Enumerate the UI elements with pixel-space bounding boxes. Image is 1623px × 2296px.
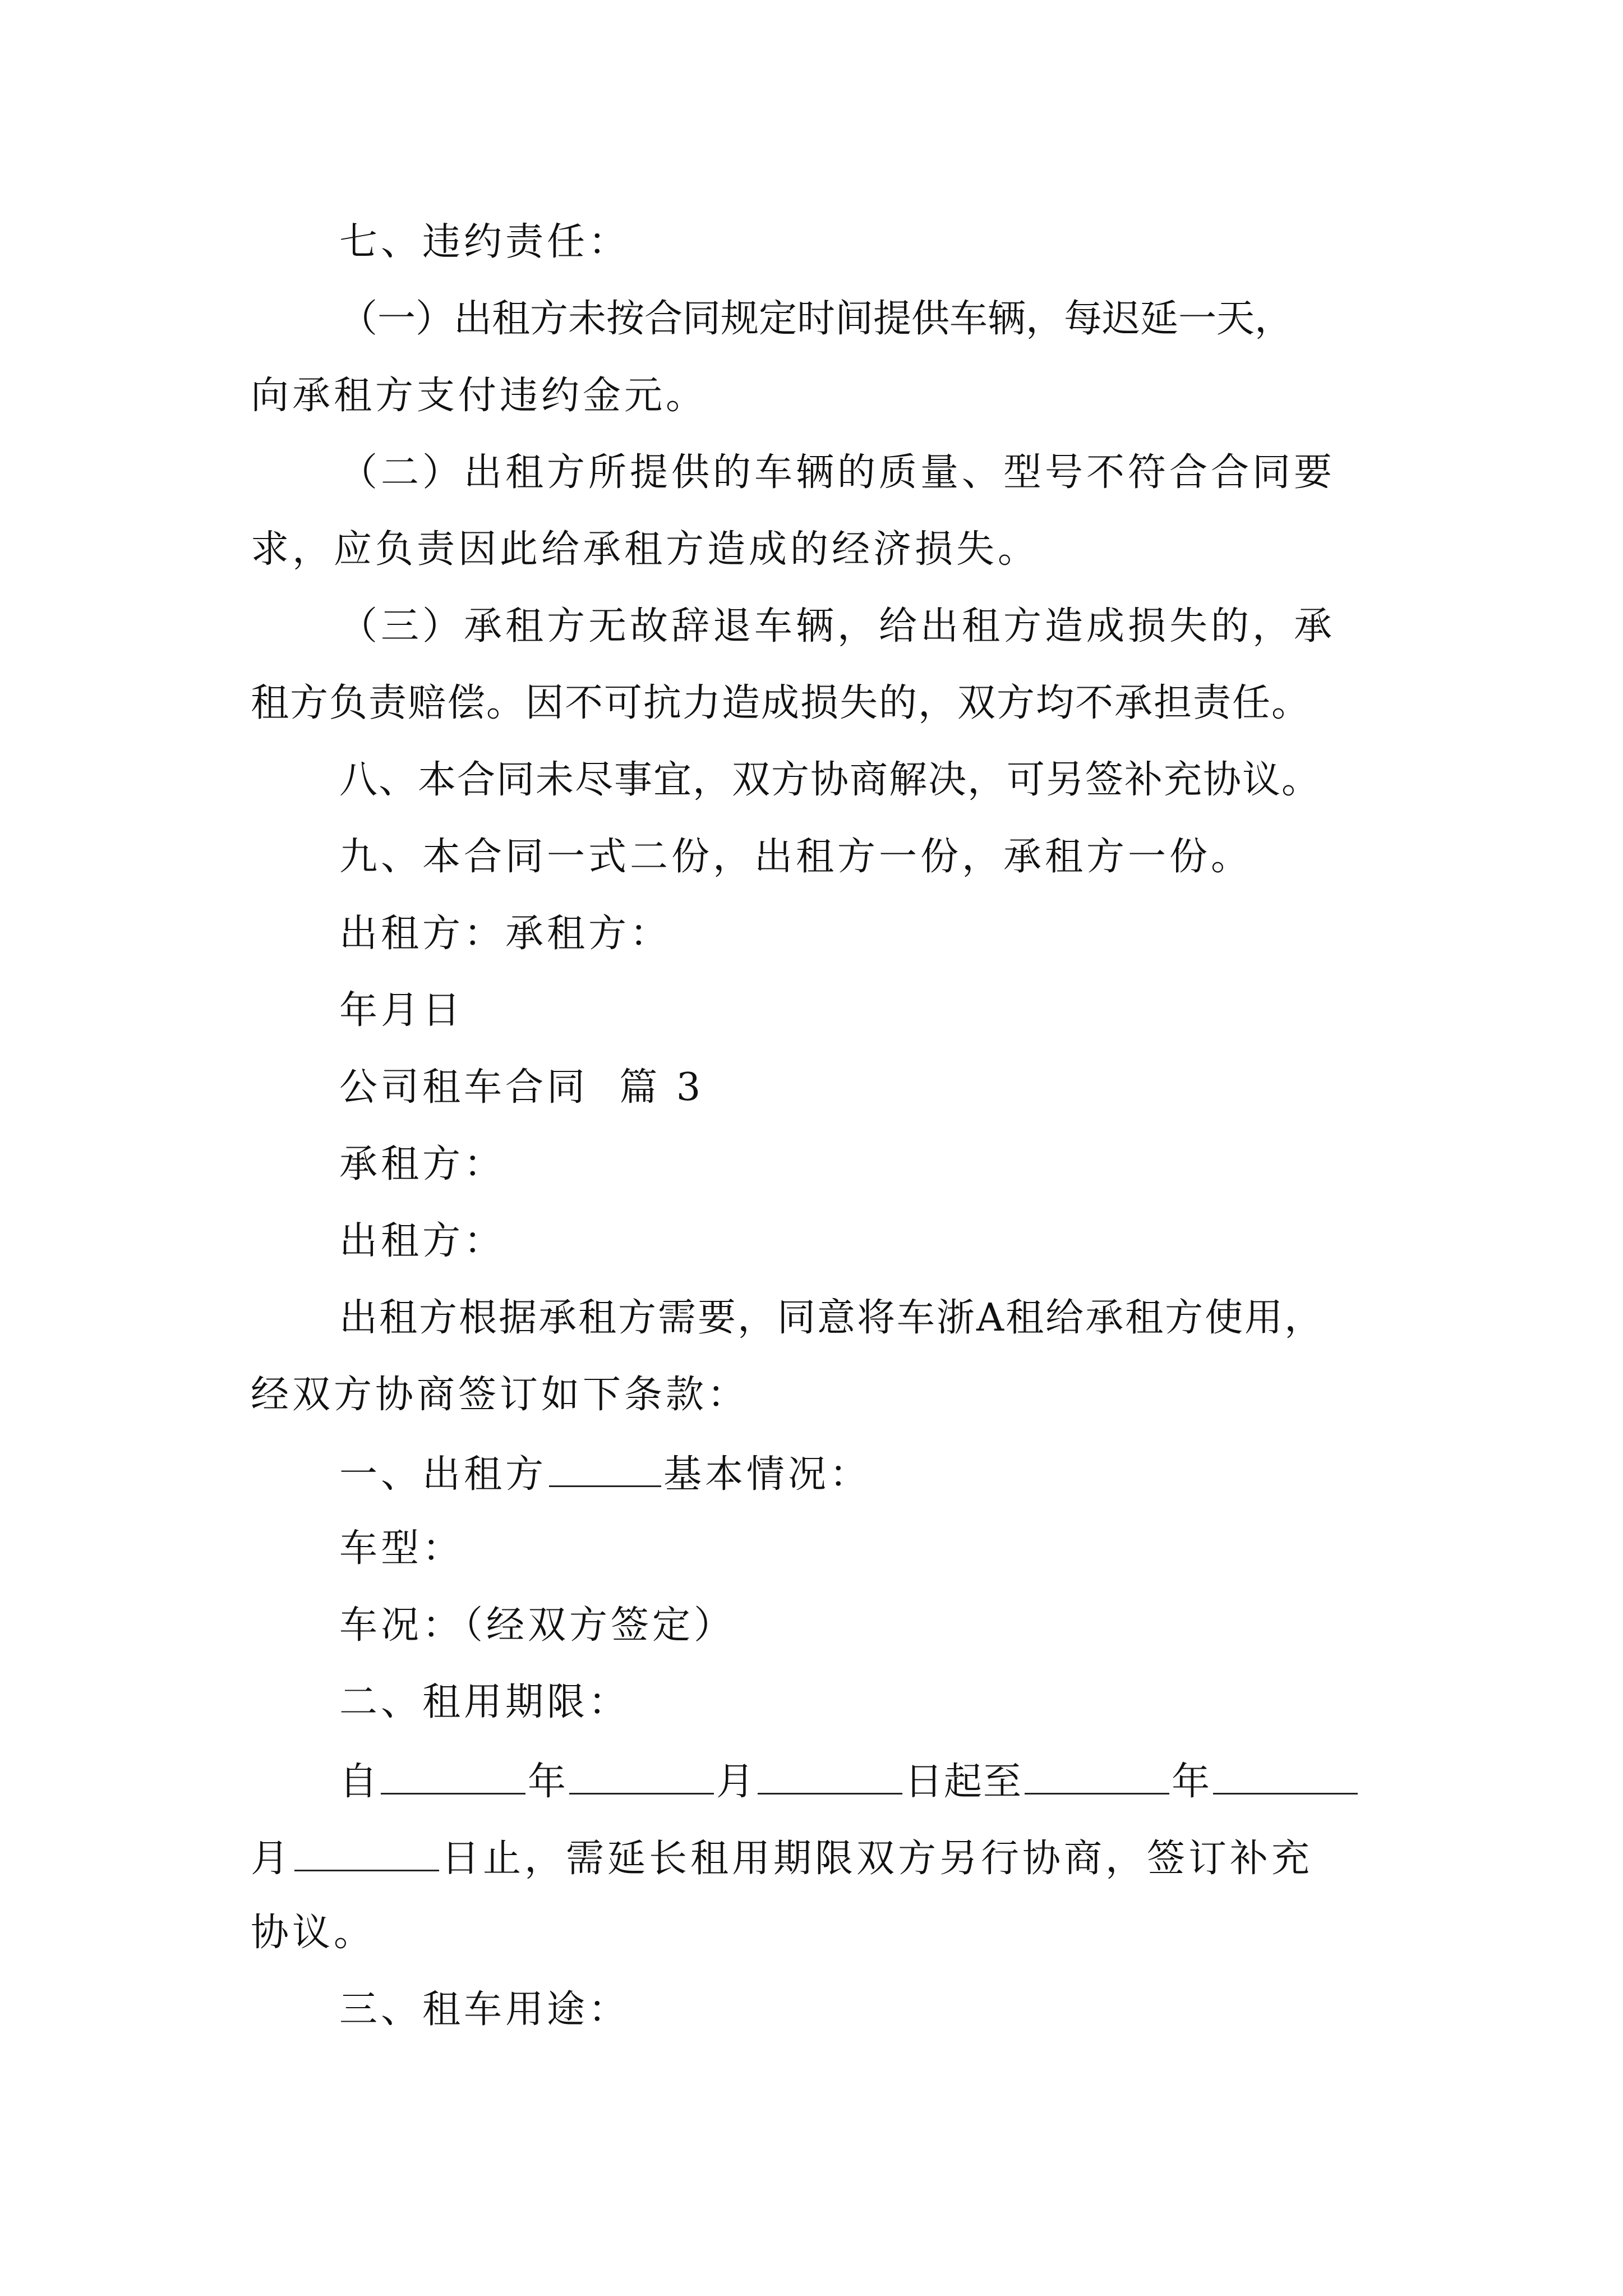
end-month-blank xyxy=(1213,1760,1358,1795)
section-1-suffix: 基本情况： xyxy=(663,1452,872,1497)
vehicle-condition: 车况：（经双方签定） xyxy=(339,1603,736,1648)
rental-period-line-3: 协议。 xyxy=(251,1911,376,1955)
section-9: 九、本合同一式二份，出租方一份，承租方一份。 xyxy=(339,835,1253,879)
end-year-blank xyxy=(1025,1760,1169,1795)
section-8: 八、本合同未尽事宜，双方协商解决，可另签补充协议。 xyxy=(339,758,1321,802)
period-end-text: 日止，需延长租用期限双方另行协商，签订补充 xyxy=(441,1837,1313,1881)
rental-period-line-1 xyxy=(339,1760,1360,1804)
section-1-prefix: 一、出租方 xyxy=(339,1452,547,1497)
period-month-1: 月 xyxy=(716,1760,756,1804)
vehicle-model: 车型： xyxy=(339,1526,464,1571)
period-year-1: 年 xyxy=(528,1760,568,1804)
preamble-line-2: 经双方协商签订如下条款： xyxy=(251,1373,749,1417)
lessor-label: 出租方： xyxy=(339,1219,506,1263)
section-3-heading: 三、租车用途： xyxy=(339,1987,630,2032)
clause-7-1-line-2: 向承租方支付违约金元。 xyxy=(251,374,708,418)
contract-title: 公司租车合同 篇 3 xyxy=(339,1065,704,1110)
section-1-lessor-basic xyxy=(339,1452,872,1497)
clause-7-3-line-1: （三）承租方无故辞退车辆，给出租方造成损失的，承 xyxy=(339,604,1336,648)
clause-7-2-line-1: （二）出租方所提供的车辆的质量、型号不符合合同要 xyxy=(339,450,1336,495)
clause-7-1-line-1 xyxy=(339,297,1382,341)
start-day-blank xyxy=(758,1760,902,1795)
start-year-blank xyxy=(381,1760,525,1795)
end-day-blank xyxy=(294,1837,439,1871)
section-7-heading: 七、违约责任： xyxy=(339,220,630,264)
clause-7-1-text: （一）出租方未按合同规定时间提供车辆，每迟延一天， xyxy=(339,297,1293,341)
preamble-line-1: 出租方根据承租方需要，同意将车浙A租给承租方使用， xyxy=(339,1296,1325,1340)
lessee-label: 承租方： xyxy=(339,1142,506,1186)
section-2-heading: 二、租用期限： xyxy=(339,1680,630,1724)
period-from: 自 xyxy=(339,1760,379,1804)
signature-parties: 出租方：承租方： xyxy=(339,912,672,956)
period-day-to: 日起至 xyxy=(905,1760,1023,1804)
clause-7-3-line-2: 租方负责赔偿。因不可抗力造成损失的，双方均不承担责任。 xyxy=(251,681,1311,725)
period-month-2: 月 xyxy=(251,1837,293,1881)
start-month-blank xyxy=(569,1760,714,1795)
rental-period-line-2 xyxy=(251,1837,1313,1881)
period-year-2: 年 xyxy=(1172,1760,1211,1804)
signature-date: 年月日 xyxy=(339,988,464,1033)
lessor-name-blank xyxy=(549,1453,661,1487)
clause-7-2-line-2: 求，应负责因此给承租方造成的经济损失。 xyxy=(251,527,1040,572)
